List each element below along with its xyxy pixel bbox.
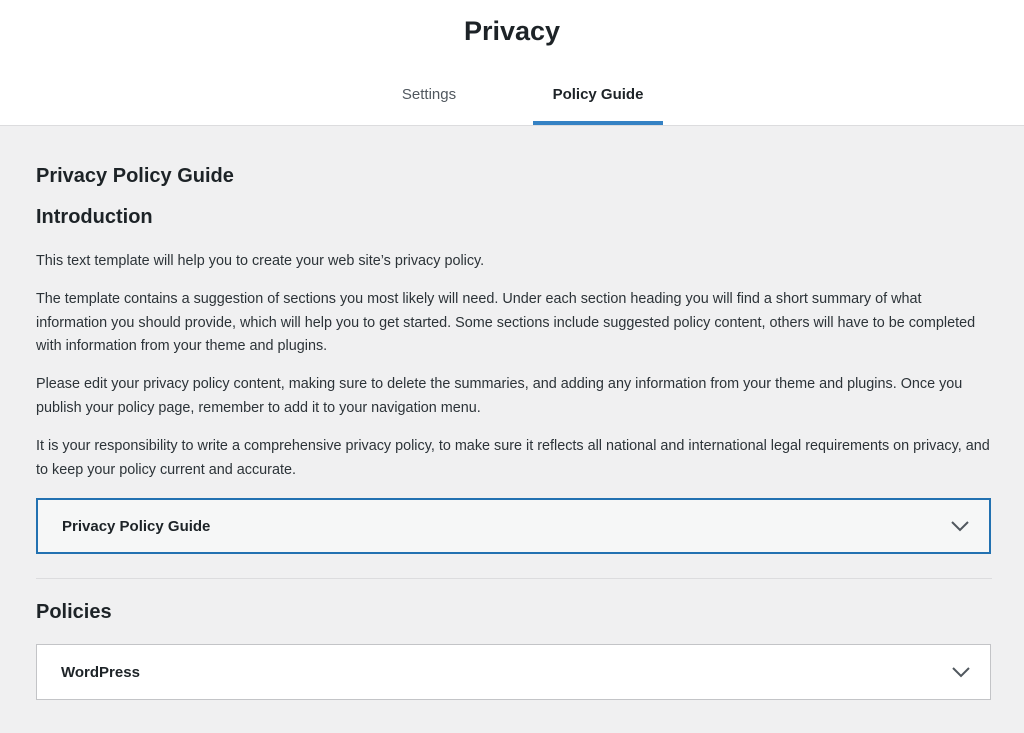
accordion-label: Privacy Policy Guide	[62, 517, 211, 535]
tab-policy-guide[interactable]: Policy Guide	[533, 86, 663, 125]
intro-paragraph-2: The template contains a suggestion of sections you most likely will need. Under each section heading you will find a short summary of what information you should provide, which will help you to get started. Some sections include suggested policy content, others will have to be completed with information from your theme and plugins.	[36, 291, 976, 354]
accordion-label: WordPress	[61, 663, 140, 681]
privacy-policy-guide-accordion[interactable]	[36, 498, 991, 554]
chevron-down-icon	[952, 666, 970, 678]
section-divider	[36, 578, 992, 579]
chevron-down-icon	[951, 520, 969, 532]
page-header	[0, 0, 1024, 126]
intro-paragraph-3: Please edit your privacy policy content, making sure to delete the summaries, and adding any information from your theme and plugins. Once you publish your policy page, remember to add it to your navigation menu.	[36, 376, 963, 416]
intro-heading: Introduction	[36, 206, 153, 228]
intro-paragraph-1: This text template will help you to create your web site’s privacy policy.	[36, 253, 485, 269]
policies-heading: Policies	[36, 601, 112, 623]
page-title: Privacy	[463, 16, 561, 46]
wordpress-policy-accordion[interactable]	[36, 644, 991, 700]
tab-settings[interactable]: Settings	[401, 86, 457, 103]
intro-paragraph-4: It is your responsibility to write a comprehensive privacy policy, to make sure it reflects all national and international legal requirements on privacy, and to keep your policy current and accurate.	[36, 438, 990, 478]
page-heading: Privacy Policy Guide	[36, 165, 234, 187]
